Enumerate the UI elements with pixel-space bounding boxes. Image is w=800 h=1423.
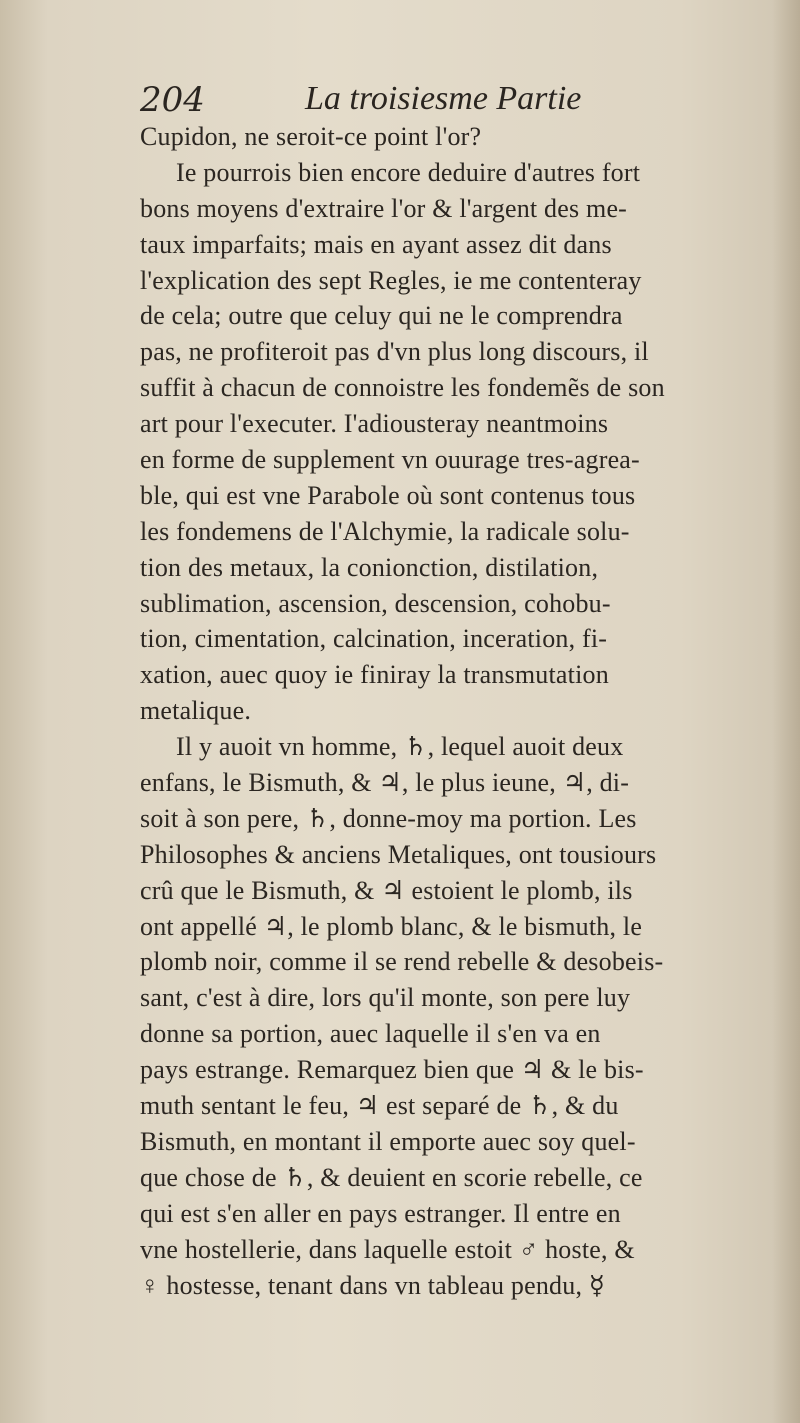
text-line: Ie pourrois bien encore deduire d'autres fort	[176, 157, 641, 187]
text-line: sant, c'est à dire, lors qu'il monte, son pere luy	[140, 983, 631, 1013]
text-line: qui est s'en aller en pays estranger. Il entre en	[140, 1198, 621, 1228]
text-line: bons moyens d'extraire l'or & l'argent des me-	[140, 193, 628, 223]
text-line: que chose de ♄, & deuient en scorie rebelle, ce	[140, 1162, 643, 1192]
text-line: art pour l'executer. I'adiousteray neantmoins	[140, 409, 609, 439]
text-line: muth sentant le feu, ♃ est separé de ♄, & du	[140, 1091, 619, 1121]
text-line: enfans, le Bismuth, & ♃, le plus ieune, ♃, di-	[140, 768, 630, 798]
text-line: Il y auoit vn homme, ♄, lequel auoit deux	[176, 732, 624, 762]
text-line: sublimation, ascension, descension, cohobu-	[140, 588, 611, 618]
text-line: Bismuth, en montant il emporte auec soy quel-	[140, 1126, 636, 1156]
text-line: en forme de supplement vn ouurage tres-agrea-	[140, 445, 640, 475]
text-line: xation, auec quoy ie finiray la transmutation	[140, 660, 609, 690]
text-line: tion des metaux, la conionction, distilation,	[140, 552, 599, 582]
text-line: taux imparfaits; mais en ayant assez dit dans	[140, 229, 612, 259]
text-line: tion, cimentation, calcination, inceration, fi-	[140, 624, 608, 654]
body-text	[140, 119, 764, 1303]
text-line: pas, ne profiteroit pas d'vn plus long discours, il	[140, 337, 649, 367]
text-line: soit à son pere, ♄, donne-moy ma portion. Les	[140, 803, 637, 833]
text-line: vne hostellerie, dans laquelle estoit ♂ hoste, &	[140, 1234, 635, 1264]
page-number: 204	[140, 80, 205, 120]
text-line: de cela; outre que celuy qui ne le comprendra	[140, 301, 623, 331]
text-line: plomb noir, comme il se rend rebelle & desobeis-	[140, 947, 664, 977]
text-line: les fondemens de l'Alchymie, la radicale solu-	[140, 516, 630, 546]
text-line: metalique.	[140, 696, 252, 726]
text-line: suffit à chacun de connoistre les fondemẽs de son	[140, 373, 665, 403]
text-line: crû que le Bismuth, & ♃ estoient le plomb, ils	[140, 875, 633, 905]
text-line: ble, qui est vne Parabole où sont contenus tous	[140, 480, 636, 510]
text-line: pays estrange. Remarquez bien que ♃ & le bis-	[140, 1055, 644, 1085]
text-line: ont appellé ♃, le plomb blanc, & le bismuth, le	[140, 911, 643, 941]
text-line: donne sa portion, auec laquelle il s'en va en	[140, 1019, 601, 1049]
running-title: La troisiesme Partie	[305, 80, 582, 117]
text-line: Cupidon, ne seroit-ce point l'or?	[140, 122, 482, 151]
text-line: Philosophes & anciens Metaliques, ont tousiours	[140, 839, 657, 869]
text-line: l'explication des sept Regles, ie me contenteray	[140, 265, 642, 295]
page-header	[140, 80, 760, 120]
text-line: ♀ hostesse, tenant dans vn tableau pendu, ☿	[140, 1270, 606, 1300]
